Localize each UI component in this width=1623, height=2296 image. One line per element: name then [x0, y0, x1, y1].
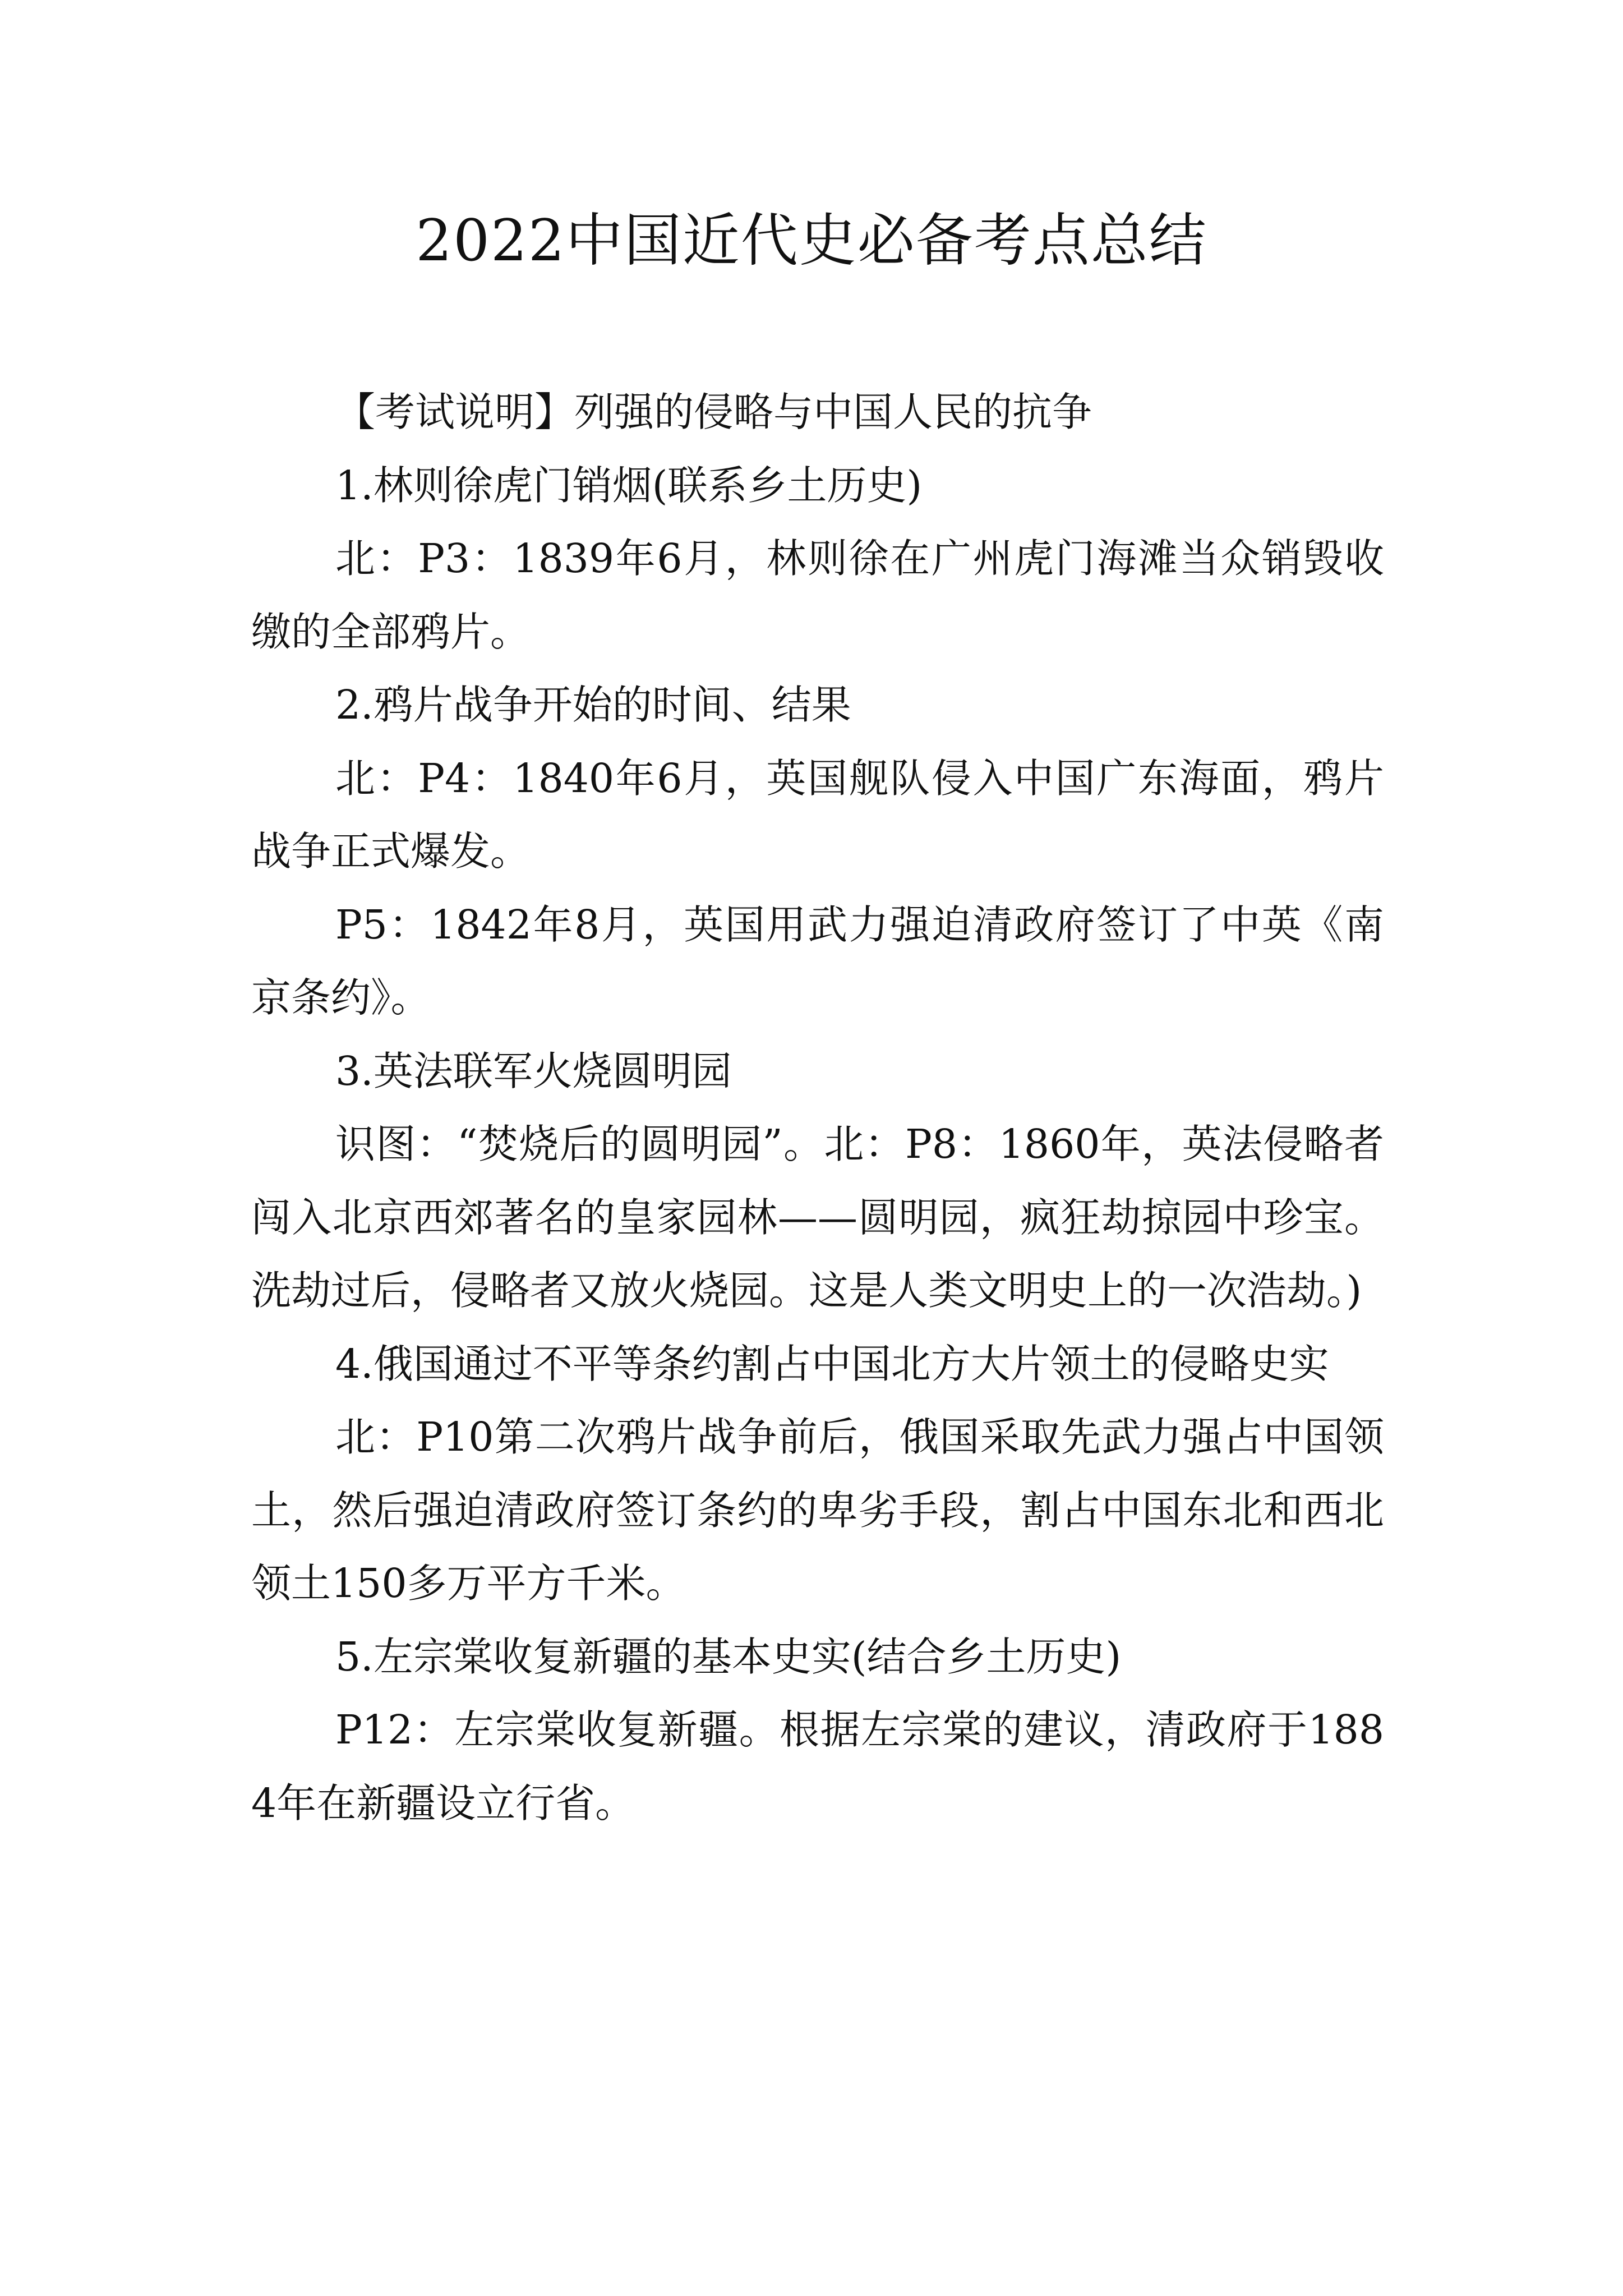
- paragraph-heading-3: 3.英法联军火烧圆明园: [335, 1047, 732, 1094]
- paragraph-text: P5：1842年8月，英国用武力强迫清政府签订了中英《南京条约》。: [251, 901, 1384, 1021]
- paragraph-heading-2: 2.鸦片战争开始的时间、结果: [335, 682, 851, 728]
- paragraph-heading-4: 4.俄国通过不平等条约割占中国北方大片领土的侵略史实: [335, 1340, 1329, 1387]
- paragraph-text: 北：P3：1839年6月，林则徐在广州虎门海滩当众销毁收缴的全部鸦片。: [251, 535, 1384, 655]
- document-title: 2022中国近代史必备考点总结: [416, 208, 1207, 274]
- paragraph-text: P12：左宗棠收复新疆。根据左宗棠的建议，清政府于1884年在新疆设立行省。: [251, 1706, 1384, 1826]
- paragraph-heading-5: 5.左宗棠收复新疆的基本史实(结合乡土历史): [335, 1633, 1122, 1680]
- paragraph-text: 北：P4：1840年6月，英国舰队侵入中国广东海面，鸦片战争正式爆发。: [251, 754, 1384, 875]
- paragraph-text: 北：P10第二次鸦片战争前后，俄国采取先武力强占中国领土，然后强迫清政府签订条约的卑劣手段，割占中国东北和西北领土150多万平方千米。: [251, 1414, 1384, 1607]
- paragraph-heading-1: 1.林则徐虎门销烟(联系乡土历史): [335, 462, 923, 509]
- paragraph-exam-note: 【考试说明】列强的侵略与中国人民的抗争: [335, 389, 1092, 435]
- document-body: [251, 376, 1384, 1840]
- paragraph-text: 识图：“焚烧后的圆明园”。北：P8：1860年，英法侵略者闯入北京西郊著名的皇家园林——圆明园，疯狂劫掠园中珍宝。洗劫过后，侵略者又放火烧园。这是人类文明史上的一次浩劫。): [251, 1121, 1384, 1314]
